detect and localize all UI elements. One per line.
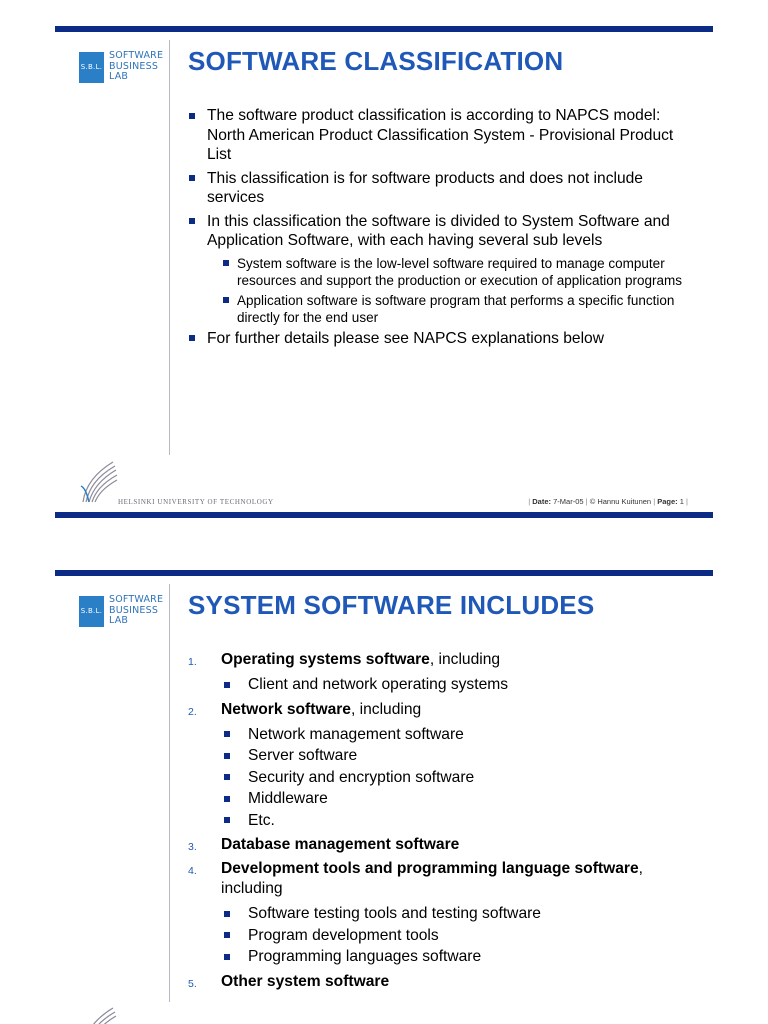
item-rest-text: , including	[221, 860, 643, 897]
sbl-logo-text: SOFTWARE BUSINESS LAB	[109, 594, 164, 626]
bullet-square-icon	[189, 218, 195, 224]
sbl-logo	[79, 594, 164, 630]
page-value: 1	[679, 497, 684, 506]
sub-bullet-item	[188, 903, 688, 925]
bullet-square-icon	[224, 911, 230, 917]
numbered-item	[188, 700, 688, 720]
bullet-square-icon	[189, 113, 195, 119]
bullet-square-icon	[189, 335, 195, 341]
bullet-text: For further details please see NAPCS explanations below	[207, 329, 604, 347]
bullet-text: This classification is for software products and does not include services	[207, 169, 643, 206]
bullet-square-icon	[223, 260, 229, 266]
vertical-divider	[169, 584, 170, 1002]
bullet-text: The software product classification is according to NAPCS model: North American Product Classification System - Provisional Product List	[207, 107, 674, 163]
sbl-logo-box: S.B.L.	[79, 596, 104, 627]
author: © Hannu Kuitunen	[589, 497, 652, 506]
university-emblem-icon	[79, 458, 119, 504]
slide-title: SYSTEM SOFTWARE INCLUDES	[188, 590, 595, 620]
item-number: 4.	[188, 865, 197, 877]
item-rest-text: , including	[350, 700, 422, 718]
item-number: 1.	[188, 656, 197, 668]
item-bold-text: Database management software	[221, 836, 460, 853]
bullet-item	[188, 106, 688, 165]
sub-bullet-item	[188, 292, 688, 327]
item-number: 5.	[188, 977, 197, 990]
sub-bullet-text: Etc.	[248, 811, 275, 829]
bullet-square-icon	[189, 175, 195, 181]
sub-bullet-text: Client and network operating systems	[248, 676, 509, 693]
bullet-square-icon	[224, 682, 230, 688]
slide-1	[55, 26, 713, 520]
sub-bullet-item	[188, 788, 688, 810]
bullet-square-icon	[224, 954, 230, 960]
item-bold-text: Other system software	[221, 972, 390, 990]
item-bold-text: Operating systems software	[221, 651, 430, 668]
slide-2	[55, 570, 713, 1024]
sub-bullet-item	[188, 724, 688, 746]
university-name: HELSINKI UNIVERSITY OF TECHNOLOGY	[118, 498, 274, 506]
bullet-square-icon	[223, 297, 229, 303]
sub-bullet-item	[188, 674, 688, 696]
numbered-item	[188, 835, 688, 855]
sub-bullet-item	[188, 810, 688, 832]
bottom-bar	[55, 512, 713, 518]
slide-title: SOFTWARE CLASSIFICATION	[188, 46, 564, 76]
sub-bullet-item	[188, 925, 688, 947]
sub-bullet-item	[188, 946, 688, 968]
page-label: Page:	[657, 497, 678, 506]
item-bold-text: Network software	[221, 700, 351, 718]
bullet-square-icon	[224, 817, 230, 823]
item-rest-text: , including	[429, 651, 501, 668]
sub-bullet-item	[188, 255, 688, 290]
bullet-square-icon	[224, 774, 230, 780]
sbl-logo	[79, 50, 164, 86]
university-emblem-icon	[79, 1004, 119, 1024]
numbered-list	[188, 650, 688, 996]
top-bar	[55, 26, 713, 32]
bullet-text: System software is the low-level software required to manage computer resources and support the production or execution of application programs	[237, 255, 683, 288]
bullet-square-icon	[224, 731, 230, 737]
sub-bullet-item	[188, 745, 688, 767]
bullet-item	[188, 169, 688, 208]
footer-info: | Date: 7-Mar-05 | © Hannu Kuitunen | Page: 1 |	[528, 497, 688, 506]
bullet-list	[188, 106, 688, 352]
sub-bullet-text: Network management software	[248, 725, 464, 743]
numbered-item	[188, 972, 688, 992]
sub-bullet-text: Software testing tools and testing software	[248, 905, 541, 922]
bullet-square-icon	[224, 932, 230, 938]
sub-bullet-text: Programming languages software	[248, 948, 482, 965]
item-number: 3.	[188, 841, 197, 853]
date-label: Date:	[532, 497, 552, 506]
vertical-divider	[169, 40, 170, 455]
bullet-square-icon	[224, 796, 230, 802]
top-bar	[55, 570, 713, 576]
sub-bullet-item	[188, 767, 688, 789]
sbl-logo-text: SOFTWARE BUSINESS LAB	[109, 50, 164, 82]
sbl-logo-box: S.B.L.	[79, 52, 104, 83]
bullet-item	[188, 212, 688, 251]
bullet-text: In this classification the software is divided to System Software and Application Software, with each having several sub levels	[207, 212, 670, 249]
numbered-item	[188, 650, 688, 670]
item-bold-text: Development tools and programming language software	[221, 860, 639, 877]
item-number: 2.	[188, 705, 197, 718]
numbered-item	[188, 859, 688, 899]
bullet-square-icon	[224, 753, 230, 759]
bullet-text: Application software is software program that performs a specific function directly for the end user	[237, 292, 675, 325]
sub-bullet-text: Server software	[248, 747, 358, 764]
bullet-item	[188, 329, 688, 349]
sub-bullet-text: Program development tools	[248, 926, 439, 944]
sub-bullet-text: Middleware	[248, 790, 328, 807]
sub-bullet-text: Security and encryption software	[248, 768, 475, 786]
date-value: 7-Mar-05	[553, 497, 584, 506]
